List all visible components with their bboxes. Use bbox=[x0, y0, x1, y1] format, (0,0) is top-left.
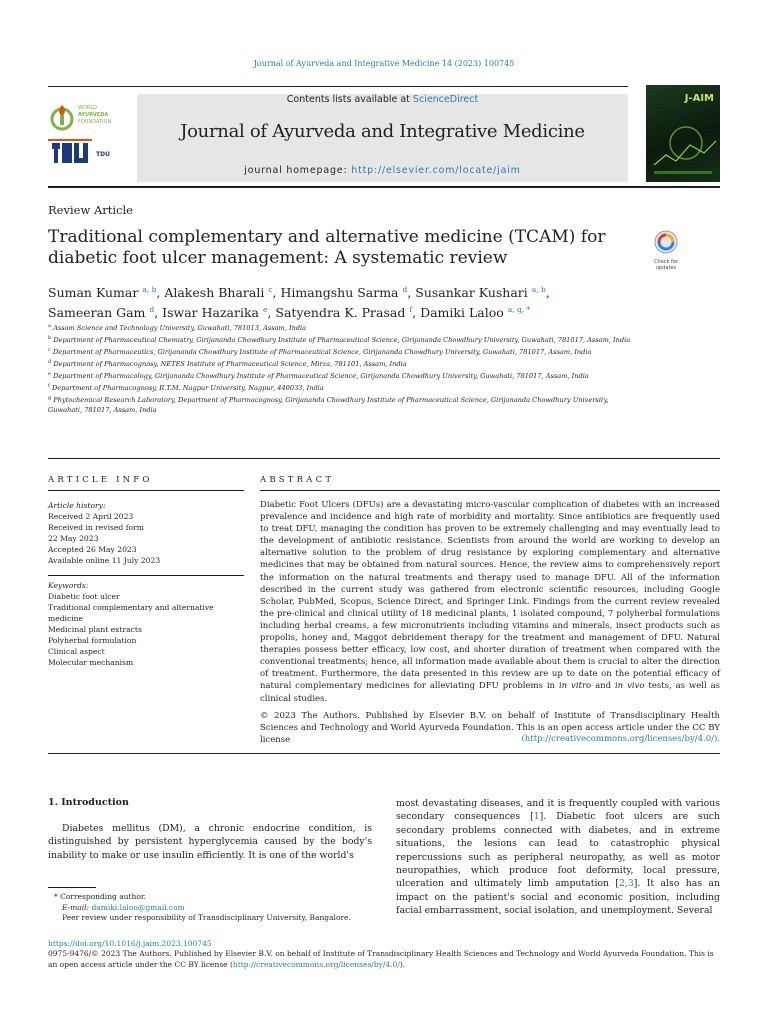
badge-text: Check for updates bbox=[654, 259, 678, 271]
body-column-right bbox=[396, 797, 720, 918]
affiliation-item bbox=[48, 334, 638, 346]
author-affiliation-marker[interactable]: f bbox=[409, 305, 413, 315]
sciencedirect-link[interactable]: ScienceDirect bbox=[412, 94, 479, 105]
affiliation-text: Department of Pharmacognosy, R.T.M. Nagpur University, Nagpur, 440033, India bbox=[51, 384, 324, 393]
keywords-label: Keywords: bbox=[48, 581, 89, 590]
keyword-item: Molecular mechanism bbox=[48, 658, 134, 667]
keyword-item: Clinical aspect bbox=[48, 647, 105, 656]
author-affiliation-marker[interactable]: a, g, * bbox=[507, 305, 531, 315]
author-separator: , bbox=[407, 285, 416, 301]
reference-link[interactable]: 2,3 bbox=[619, 878, 634, 890]
affiliation-marker: a bbox=[48, 323, 51, 329]
contents-available-line bbox=[137, 94, 628, 105]
introduction-heading: 1. Introduction bbox=[48, 797, 129, 808]
email-link[interactable]: damiki.laloo@gmail.com bbox=[91, 902, 185, 912]
article-info-rule bbox=[48, 490, 244, 491]
affiliation-item bbox=[48, 322, 638, 334]
abstract-text bbox=[260, 499, 720, 705]
author-affiliation-marker[interactable]: e bbox=[263, 305, 268, 315]
affiliation-item bbox=[48, 370, 638, 382]
author-name[interactable]: Susankar Kushari bbox=[415, 285, 528, 301]
journal-title: Journal of Ayurveda and Integrative Medicine bbox=[180, 121, 585, 142]
homepage-label: journal homepage: bbox=[244, 165, 352, 176]
abstract-body: Diabetic Foot Ulcers (DFUs) are a devastating micro-vascular complication of diabetes with an increased prevalence and incidence and high rate of morbidity and mortality. Since antibiotics are frequently used to treat DFU, managing the condition has proven to be extremely challenging and may eventually lead to the development of antibiotic resistance. Scientists from around the world are working to develop an alternative solution to the problem of drug resistance by exploring complementary and alternative medicines that may be obtained from natural sources. Hence, the review aims to comprehensively report the information on the natural treatments and therapy used to manage DFU. All of the information described in the current study was gathered from electronic scientific resources, including Google Scholar, PubMed, Scopus, Science Direct, and Springer Link. Findings from the current review revealed the pre-clinical and clinical utility of 18 medicinal plants, 1 isolated compound, 7 polyherbal formulations including herbal creams, a few micronutrients including vitamins and minerals, insect products such as propolis, honey and, Maggot debridement therapy for the treatment and management of DFU. Natural therapies possess better efficacy, low cost, and shorter duration of treatment when compared with the conventional treatments; hence, all information made available about them is crucial to alter the direction of treatment. Furthermore, the data presented in this review are up to date on the potential efficacy of natural complementary medicines for alleviating DFU problems in bbox=[260, 500, 720, 692]
abstract-ending: tests, as well as clinical studies. bbox=[260, 681, 721, 704]
affiliation-marker: c bbox=[48, 346, 51, 353]
affiliation-text: Department of Pharmaceutics, Girijananda Chowdhury Institute of Pharmaceutical Science, Girijananda Chowdhury University, Guwahati, 781017, Assam, India bbox=[52, 348, 592, 357]
author-affiliation-marker[interactable]: d bbox=[149, 305, 155, 315]
author-separator: , bbox=[545, 285, 550, 301]
author-affiliation-marker[interactable]: d bbox=[402, 285, 408, 294]
history-label: Article history: bbox=[48, 501, 106, 510]
body-text: ]. Diabetic foot ulcers are such secondary problems connected with diabetes, and in extreme situations, the lesions can lead to catastrophic physical repercussions such as peripheral neuropathy, as well as motor neuropathies, which produce foot deformity, local pressure, ulceration and ultimately limb amputation [ bbox=[396, 811, 721, 890]
header-top-rule bbox=[48, 86, 628, 87]
affiliation-text: Assam Science and Technology University, Guwahati, 781013, Assam, India bbox=[53, 324, 307, 333]
author-affiliation-marker[interactable]: a, b bbox=[142, 285, 157, 294]
body-text: ]. It also has an impact on the patient's social and economic position, including facial embarrassment, social isolation, and unemployment. Several bbox=[396, 878, 720, 917]
email-label: E-mail: bbox=[62, 902, 92, 912]
article-title: Traditional complementary and alternative medicine (TCAM) for diabetic foot ulcer management: A systematic review bbox=[48, 227, 606, 268]
affiliation-marker: e bbox=[48, 370, 51, 377]
logo-ayurveda-text: AYURVEDA bbox=[78, 112, 109, 118]
author-separator: , bbox=[272, 285, 281, 301]
keyword-item: Medicinal plant extracts bbox=[48, 625, 142, 634]
cover-title: J-AIM bbox=[684, 93, 714, 104]
journal-reference-link[interactable]: Journal of Ayurveda and Integrative Medicine 14 (2023) 100745 bbox=[253, 59, 515, 68]
abstract-bottom-rule bbox=[48, 753, 720, 754]
author-affiliation-marker[interactable]: c bbox=[268, 285, 273, 294]
history-item: Available online 11 July 2023 bbox=[48, 556, 161, 565]
author-name[interactable]: Suman Kumar bbox=[48, 285, 139, 301]
abstract-rule bbox=[260, 490, 720, 491]
author-name[interactable]: Alakesh Bharali bbox=[164, 285, 265, 301]
article-type-label: Review Article bbox=[48, 203, 133, 217]
issn-copyright-line bbox=[48, 949, 720, 970]
author-separator: , bbox=[267, 305, 276, 321]
keywords-list bbox=[48, 580, 244, 668]
footnotes bbox=[48, 892, 378, 924]
cc-license-link[interactable]: (http://creativecommons.org/licenses/by/4.0/). bbox=[521, 734, 720, 744]
keyword-item: Polyherbal formulation bbox=[48, 636, 137, 645]
affiliation-list bbox=[48, 322, 638, 416]
affiliation-marker: f bbox=[48, 382, 50, 389]
body-column-left: Diabetes mellitus (DM), a chronic endocrine condition, is distinguished by persistent hyperglycemia caused by the body's inability to make or use insulin efficiently. It is one of the world's bbox=[48, 823, 372, 861]
author-name[interactable]: Sameeran Gam bbox=[48, 305, 146, 321]
footnote-rule bbox=[48, 887, 96, 888]
cover-art-icon bbox=[646, 105, 720, 182]
affiliations-rule bbox=[48, 458, 720, 459]
check-for-updates-badge[interactable] bbox=[645, 229, 687, 271]
check-updates-icon bbox=[645, 229, 687, 255]
article-info-heading: ARTICLE INFO bbox=[48, 475, 153, 485]
abstract-copyright: © 2023 The Authors. Published by Elsevier B.V. on behalf of Institute of Transdisciplinary Health Sciences and Technology and World Ayurveda Foundation. This is an open access article under the CC BY license bbox=[260, 711, 720, 746]
footer-license-link[interactable]: http://creativecommons.org/licenses/by/4.0/ bbox=[232, 959, 400, 969]
affiliation-text: Phytochemical Research Laboratory, Department of Pharmacognosy, Girijananda Chowdhury Institute of Pharmaceutical Science, Girijananda Chowdhury University, Guwahati, 781017, Assam, India bbox=[48, 396, 609, 414]
peer-review-note: Peer review under responsibility of Transdisciplinary University, Bangalore. bbox=[62, 913, 351, 922]
logo-tdu-text: TDU bbox=[96, 151, 110, 158]
article-history bbox=[48, 500, 244, 566]
reference-link[interactable]: 1 bbox=[533, 811, 540, 823]
affiliation-item bbox=[48, 346, 638, 358]
history-item: Received in revised form bbox=[48, 523, 144, 532]
journal-cover-image bbox=[646, 85, 720, 182]
affiliation-item bbox=[48, 382, 638, 394]
doi-link[interactable]: https://doi.org/10.1016/j.jaim.2023.100745 bbox=[48, 939, 212, 948]
abstract-in-vivo: in vivo bbox=[614, 681, 645, 692]
history-item: Accepted 26 May 2023 bbox=[48, 545, 137, 554]
affiliation-marker: g bbox=[48, 394, 52, 401]
issn-end: ). bbox=[399, 959, 406, 969]
author-name[interactable]: Iswar Hazarika bbox=[162, 305, 260, 321]
email-line bbox=[48, 903, 378, 914]
history-item: Received 2 April 2023 bbox=[48, 512, 134, 521]
author-separator: , bbox=[154, 305, 163, 321]
keyword-item: Diabetic foot ulcer bbox=[48, 592, 120, 601]
author-name[interactable]: Satyendra K. Prasad bbox=[275, 305, 406, 321]
affiliation-text: Department of Pharmaceutical Chemistry, Girijananda Chowdhury Institute of Pharmaceutical Science, Girijananda Chowdhury University, Guwahati, 781017, Assam, India bbox=[53, 336, 631, 345]
publisher-logo bbox=[48, 99, 130, 171]
author-separator: , bbox=[156, 285, 165, 301]
affiliation-text: Department of Pharmacognosy, NETES Institute of Pharmaceutical Science, Mirza, 781101, Assam, India bbox=[53, 360, 407, 369]
history-item: 22 May 2023 bbox=[48, 534, 99, 543]
homepage-link[interactable]: http://elsevier.com/locate/jaim bbox=[351, 165, 521, 176]
author-name[interactable]: Damiki Laloo bbox=[420, 305, 504, 321]
author-list bbox=[48, 281, 628, 321]
corresponding-author-note: * Corresponding author. bbox=[54, 892, 147, 901]
issn-text: 0975-9476/© 2023 The Authors. Published by Elsevier B.V. on behalf of Institute of Transdisciplinary Health Sciences and Technology and World Ayurveda Foundation. This is an open access article under the CC BY license ( bbox=[48, 949, 714, 969]
keyword-item: Traditional complementary and alternative medicine bbox=[48, 603, 214, 623]
header-bottom-rule bbox=[48, 186, 720, 188]
abstract-and: and bbox=[591, 681, 615, 692]
affiliation-item bbox=[48, 358, 638, 370]
abstract-in-vitro: in vitro bbox=[558, 681, 592, 692]
journal-homepage-line bbox=[137, 165, 628, 176]
author-separator: , bbox=[412, 305, 421, 321]
affiliation-marker: b bbox=[48, 334, 52, 341]
logo-foundation-text: FOUNDATION bbox=[78, 119, 112, 125]
abstract-heading: ABSTRACT bbox=[260, 475, 335, 485]
affiliation-item bbox=[48, 394, 638, 416]
keywords-rule bbox=[48, 575, 244, 576]
logo-world-text: WORLD bbox=[78, 105, 97, 111]
affiliation-marker: d bbox=[48, 358, 52, 365]
affiliation-text: Department of Pharmacology, Girijananda Chowdhury Institute of Pharmaceutical Science, Girijananda Chowdhury University, Guwahati, 781017, Assam, India bbox=[53, 372, 589, 381]
author-affiliation-marker[interactable]: a, b bbox=[531, 285, 546, 294]
author-name[interactable]: Himangshu Sarma bbox=[280, 285, 399, 301]
contents-prefix: Contents lists available at bbox=[286, 94, 413, 105]
body-text: most devastating diseases, and it is frequently coupled with various secondary consequences [ bbox=[396, 798, 720, 823]
